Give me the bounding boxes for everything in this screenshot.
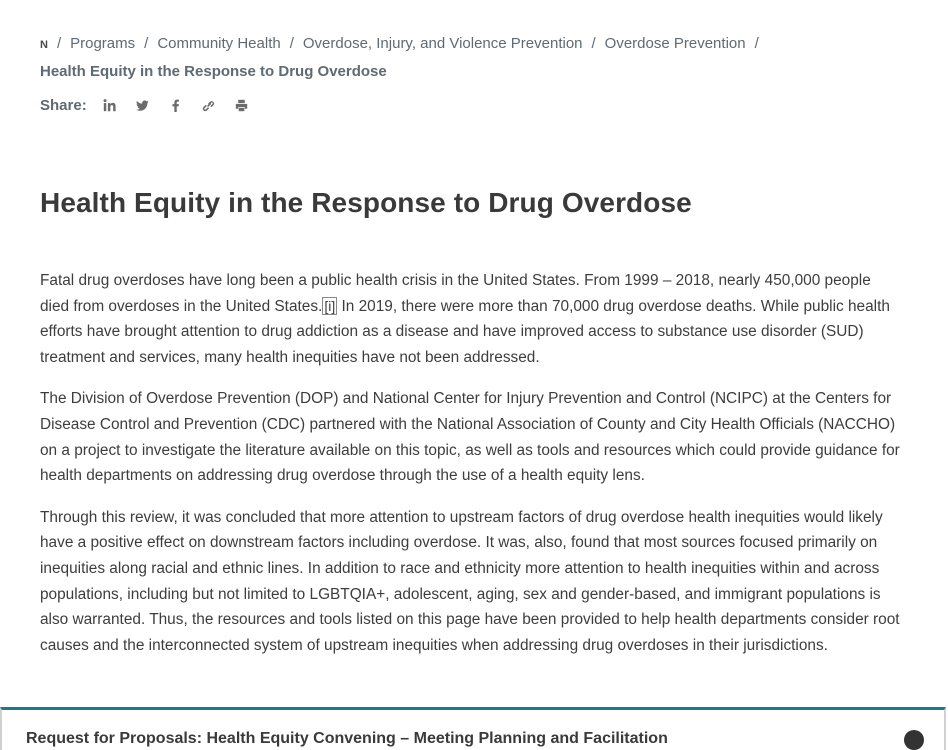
paragraph-1 xyxy=(40,268,902,370)
paragraph-1-part-a: Fatal drug overdoses have long been a public health crisis in the United States. From 1999 – 2018, nearly 450,000 people died from overdoses in the United States. xyxy=(40,272,871,315)
expand-icon[interactable] xyxy=(904,730,924,750)
breadcrumb-separator: / xyxy=(144,35,149,52)
share-bar xyxy=(40,96,266,114)
paragraph-2: The Division of Overdose Prevention (DOP) and National Center for Injury Prevention and Control (NCIPC) at the Centers for Disease Control and Prevention (CDC) partnered with the National Association of County and City Health Officials (NACCHO) on a project to investigate the literature available on this topic, as well as tools and resources which could provide guidance for health departments on addressing drug overdose through the use of a health equity lens. xyxy=(40,390,900,485)
accordion-title: Request for Proposals: Health Equity Convening – Meeting Planning and Facilitation xyxy=(26,730,668,747)
breadcrumb-home[interactable]: N xyxy=(40,39,48,51)
breadcrumb-separator: / xyxy=(754,35,759,52)
breadcrumb-item-overdose-prevention[interactable]: Overdose Prevention xyxy=(604,35,746,52)
paragraph-1-part-b: In 2019, there were more than 70,000 drug overdose deaths. While public health efforts have brought attention to drug addiction as a disease and have improved access to substance use disorder (SUD) treatment and services, many health inequities have not been addressed. xyxy=(40,297,890,366)
breadcrumb-item-overdose-injury-violence[interactable]: Overdose, Injury, and Violence Prevention xyxy=(302,35,583,52)
breadcrumb-separator: / xyxy=(591,35,596,52)
breadcrumb-current: Health Equity in the Response to Drug Overdose xyxy=(40,63,387,80)
accordion-rfp[interactable] xyxy=(0,707,946,750)
facebook-icon[interactable] xyxy=(167,96,185,114)
print-icon[interactable] xyxy=(233,96,251,114)
breadcrumb-separator: / xyxy=(289,35,294,52)
linkedin-icon[interactable] xyxy=(101,96,119,114)
paragraph-3: Through this review, it was concluded that more attention to upstream factors of drug overdose health inequities would likely have a positive effect on downstream factors including overdose. It was, also, found that most sources focused primarily on inequities along racial and ethnic lines. In addition to race and ethnicity more attention to health inequities within and across populations, including but not limited to LGBTQIA+, adolescent, aging, sex and gender-based, and immigrant populations is also warranted. Thus, the resources and tools listed on this page have been provided to help health departments consider root causes and the interconnected system of upstream inequities when addressing drug overdoses in their jurisdictions. xyxy=(40,508,900,654)
article-body xyxy=(40,268,902,674)
breadcrumb-separator: / xyxy=(56,35,62,52)
link-icon[interactable] xyxy=(200,96,218,114)
footnote-link[interactable]: [i] xyxy=(324,297,336,314)
breadcrumb-item-programs[interactable]: Programs xyxy=(70,35,136,52)
page-title: Health Equity in the Response to Drug Overdose xyxy=(40,187,692,218)
breadcrumb xyxy=(40,33,910,82)
share-label: Share: xyxy=(40,96,87,114)
breadcrumb-item-community-health[interactable]: Community Health xyxy=(157,35,281,52)
twitter-icon[interactable] xyxy=(134,96,152,114)
